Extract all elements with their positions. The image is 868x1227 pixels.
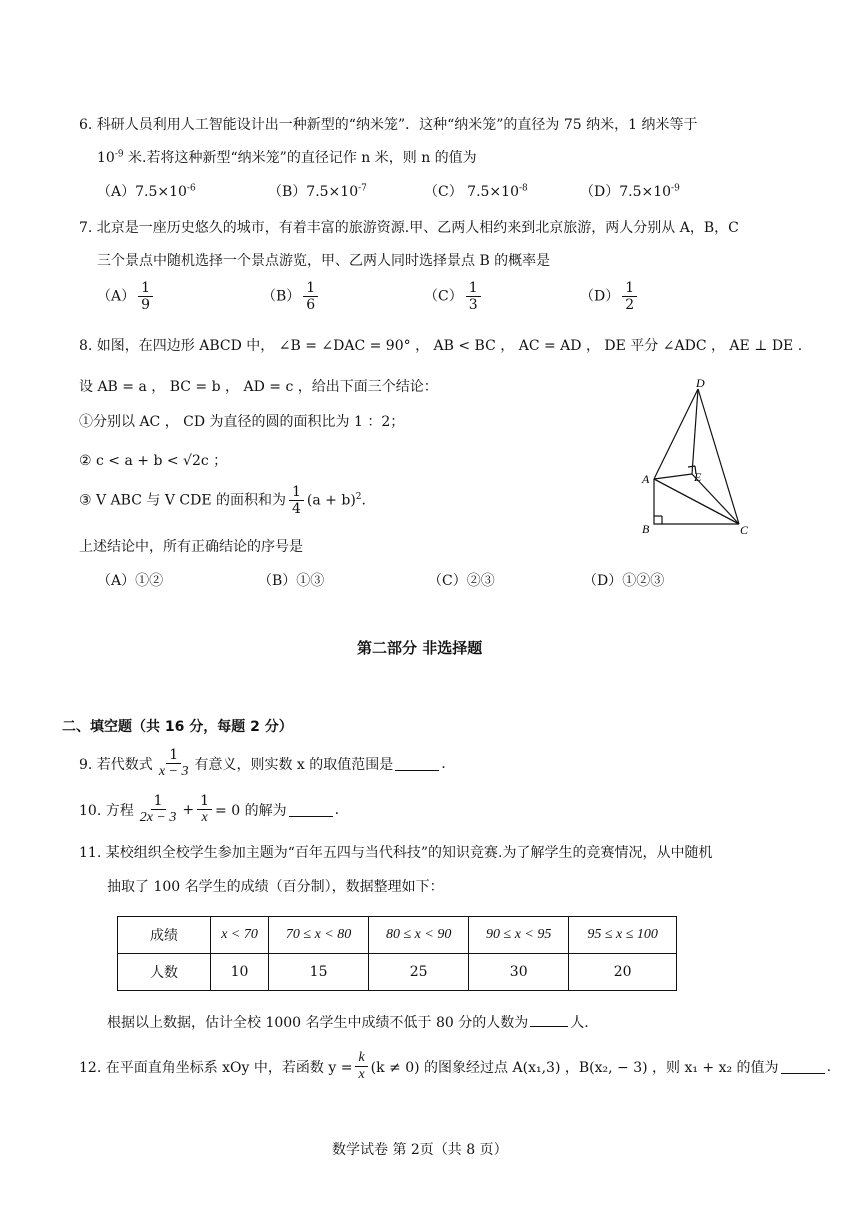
- q11-line2: 抽取了 100 名学生的成绩（百分制），数据整理如下：: [107, 879, 444, 895]
- q11-line1: 11. 某校组织全校学生参加主题为“百年五四与当代科技”的知识竞赛.为了解学生的竞赛情况，从中随机: [79, 845, 713, 861]
- fig-segment-ac2: [654, 479, 739, 524]
- fig-label-b: B: [642, 522, 650, 536]
- sqrt-symbol: √2: [183, 453, 201, 469]
- table-row: [118, 917, 677, 954]
- q8-conclusion-3: ③ V ABC 与 V CDE 的面积和为 $\frac{1}{4}$ $(a + b)^2$.: [79, 484, 366, 518]
- q6-option-b: $(B)7.5\times 10^{-7}$: [268, 183, 367, 200]
- score-table: [117, 916, 677, 991]
- table-cell: 20: [569, 954, 677, 991]
- table-cell: 30: [469, 954, 569, 991]
- section2-title: 二、填空题（共 16 分，每题 2 分）: [62, 719, 293, 735]
- fig-label-c: C: [740, 523, 749, 537]
- q7-option-d: （D） $\frac{1}{2}$: [580, 280, 640, 313]
- q9: 9. 若代数式 $\frac{1}{x - 3}$ 有意义，则实数 x 的取值范围是 .: [79, 747, 446, 780]
- q7-line1: 7. 北京是一座历史悠久的城市，有着丰富的旅游资源.甲、乙两人相约来到北京旅游，两人分别从 A，B，C: [79, 220, 739, 236]
- table-cell: 90 ≤ x < 95: [469, 917, 569, 954]
- q11-answer-blank[interactable]: [530, 1012, 568, 1027]
- q6-base: 10: [97, 150, 115, 166]
- q7-line2: 三个景点中随机选择一个景点游览，甲、乙两人同时选择景点 B 的概率是: [97, 253, 551, 269]
- table-cell: 95 ≤ x ≤ 100: [569, 917, 677, 954]
- q12-answer-blank[interactable]: [781, 1059, 825, 1074]
- q7-option-b: （B） $\frac{1}{6}$: [262, 280, 321, 313]
- q6-option-d: $(D)7.5\times 10^{-9}$: [580, 183, 680, 200]
- q8-option-d: （D）①②③: [583, 573, 665, 589]
- q6-line1: 6. 科研人员利用人工智能设计出一种新型的“纳米笼”．这种“纳米笼”的直径为 75 纳米，1 纳米等于: [79, 117, 698, 133]
- table-cell: x < 70: [211, 917, 269, 954]
- table-row: [118, 954, 677, 991]
- q10-answer-blank[interactable]: [289, 802, 333, 817]
- fig-segment-da: [654, 389, 698, 479]
- q8-option-a: （A）①②: [97, 573, 164, 589]
- table-cell: 80 ≤ x < 90: [369, 917, 469, 954]
- q12: 12. 在平面直角坐标系 xOy 中，若函数 y = $\frac{k}{x}$ (k ≠ 0) 的图象经过点 A(x₁,3) ，B(x₂, − 3) ，则 x₁ + x₂ 的值为 .: [79, 1050, 832, 1083]
- q6-exp: -9: [114, 149, 124, 160]
- q6-line2: [97, 147, 477, 167]
- table-cell: 成绩: [118, 917, 211, 954]
- q6-text: 米.若将这种新型“纳米笼”的直径记作 n 米，则 n 的值为: [123, 150, 477, 166]
- table-cell: 10: [211, 954, 269, 991]
- q11-line3: 根据以上数据，估计全校 1000 名学生中成绩不低于 80 分的人数为 人.: [107, 1012, 589, 1032]
- fig-right-angle-1: [688, 466, 695, 467]
- q10: 10. 方程 $\frac{1}{2x - 3}$ + $\frac{1}{x}$ = 0 的解为 .: [79, 793, 340, 826]
- q9-answer-blank[interactable]: [395, 756, 439, 771]
- q8-conclusion-2: ② c < a + b < √2c ；: [79, 453, 228, 469]
- table-cell: 人数: [118, 954, 211, 991]
- q8-conclusion-1: ①分别以 AC ， CD 为直径的圆的面积比为 1 ：2；: [79, 414, 405, 430]
- table-cell: 70 ≤ x < 80: [269, 917, 369, 954]
- q6-option-a: $(A)7.5\times 10^{-6}$: [97, 183, 196, 200]
- fig-segment-de: [692, 389, 698, 474]
- fig-label-a: A: [642, 472, 650, 486]
- q8-line2: 设 AB = a ， BC = b ， AD = c ，给出下面三个结论：: [79, 379, 438, 395]
- q8-line1: 8. 如图，在四边形 ABCD 中， ∠B = ∠DAC = 90° ， AB < BC ， AC = AD ， DE 平分 ∠ADC ， AE ⊥ DE .: [79, 338, 803, 354]
- fig-label-e: E: [694, 470, 702, 484]
- q8-figure: [630, 375, 760, 540]
- page-footer: 数学试卷 第 2页（共 8 页）: [332, 1142, 508, 1158]
- fig-label-d: D: [696, 376, 705, 390]
- fig-segment-ae: [654, 474, 692, 479]
- q8-option-c: （C）②③: [428, 573, 495, 589]
- q7-option-c: （C） $\frac{1}{3}$: [424, 280, 484, 313]
- table-cell: 25: [369, 954, 469, 991]
- part2-title: 第二部分 非选择题: [357, 639, 483, 657]
- q8-ask: 上述结论中，所有正确结论的序号是: [79, 539, 303, 555]
- q7-option-a: （A） $\frac{1}{9}$: [97, 280, 156, 313]
- table-cell: 15: [269, 954, 369, 991]
- q6-option-c: （C） $7.5\times 10^{-8}$: [424, 183, 528, 200]
- q8-option-b: （B）①③: [258, 573, 325, 589]
- fig-segment-dc: [698, 389, 739, 524]
